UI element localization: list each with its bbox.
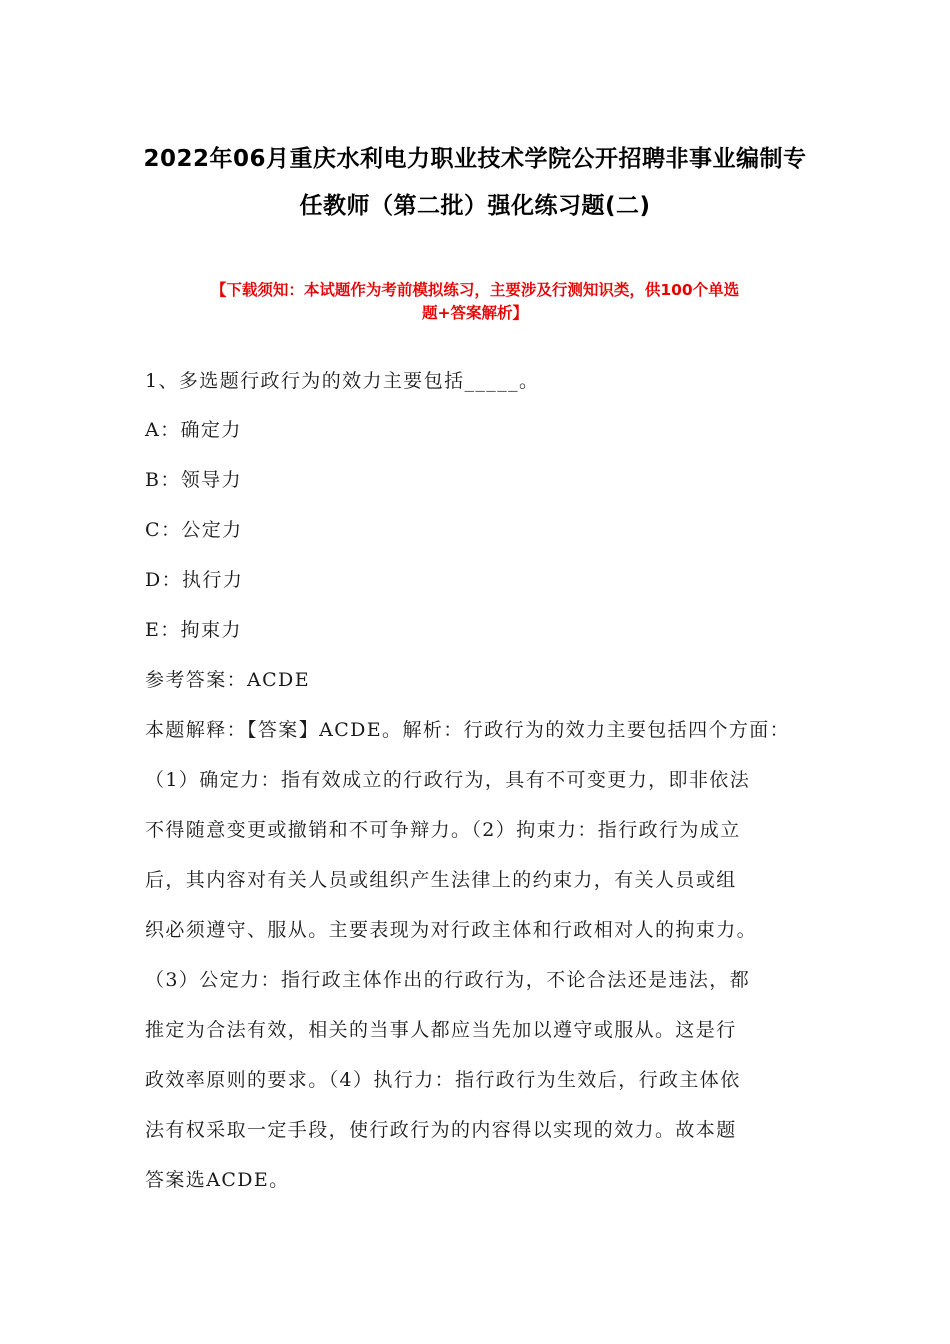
document-title-line-2: 任教师（第二批）强化练习题(二) (299, 193, 651, 219)
option-c: C：公定力 (145, 519, 243, 541)
explanation-line: 法有权采取一定手段，使行政行为的内容得以实现的效力。故本题 (145, 1119, 737, 1141)
option-a: A：确定力 (145, 419, 242, 441)
download-notice-line-1: 【下载须知：本试题作为考前模拟练习，主要涉及行测知识类，供100个单选 (210, 281, 740, 299)
option-e: E：拘束力 (145, 619, 242, 641)
explanation-line: （1）确定力：指有效成立的行政行为，具有不可变更力，即非依法 (145, 769, 751, 791)
reference-answer: 参考答案：ACDE (145, 669, 310, 691)
question-stem: 1、多选题行政行为的效力主要包括_____。 (145, 370, 540, 392)
option-b: B：领导力 (145, 469, 242, 491)
explanation-line: 不得随意变更或撤销和不可争辩力。（2）拘束力：指行政行为成立 (145, 819, 741, 841)
option-d: D：执行力 (145, 569, 244, 591)
document-title-line-1: 2022年06月重庆水利电力职业技术学院公开招聘非事业编制专 (143, 146, 807, 172)
explanation-line: 织必须遵守、服从。主要表现为对行政主体和行政相对人的拘束力。 (145, 919, 758, 941)
explanation-line: （3）公定力：指行政主体作出的行政行为，不论合法还是违法，都 (145, 969, 751, 991)
explanation-line: 推定为合法有效，相关的当事人都应当先加以遵守或服从。这是行 (145, 1019, 737, 1041)
download-notice-line-2: 题+答案解析】 (422, 304, 528, 322)
explanation-line: 政效率原则的要求。（4）执行力：指行政行为生效后，行政主体依 (145, 1069, 741, 1091)
explanation-line: 本题解释：【答案】ACDE。解析：行政行为的效力主要包括四个方面： (145, 719, 791, 741)
explanation-line: 答案选ACDE。 (145, 1169, 290, 1191)
explanation-line: 后，其内容对有关人员或组织产生法律上的约束力，有关人员或组 (145, 869, 737, 891)
